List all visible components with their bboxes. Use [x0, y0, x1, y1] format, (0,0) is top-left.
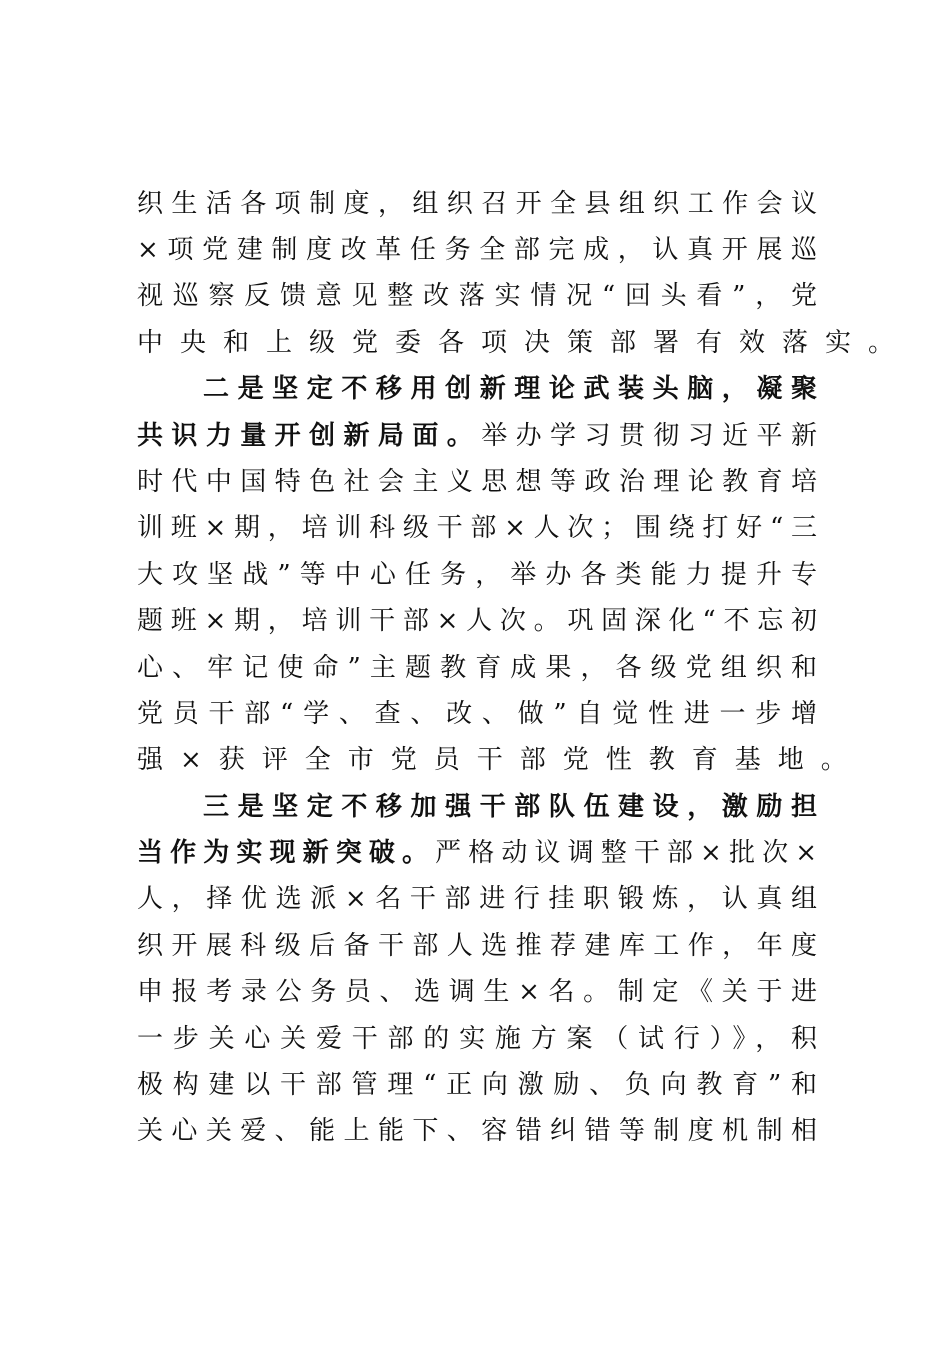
text-line: 心、牢记使命”主题教育成果，各级党组织和 [137, 653, 817, 683]
text-line: 训班×期，培训科级干部×人次；围绕打好“三 [137, 513, 817, 543]
text-line: 强×获评全市党员干部党性教育基地。 [137, 745, 864, 775]
text-line: 关心关爱、能上能下、容错纠错等制度机制相 [137, 1116, 817, 1146]
text-line: 时代中国特色社会主义思想等政治理论教育培 [137, 467, 817, 497]
text-line: ×项党建制度改革任务全部完成，认真开展巡 [137, 235, 817, 265]
section-heading-tail: 共识力量开创新局面。 [137, 421, 482, 451]
text-line: 申报考录公务员、选调生×名。制定《关于进 [137, 977, 817, 1007]
text-line: 中央和上级党委各项决策部署有效落实。 [137, 328, 912, 358]
text-line: 极构建以干部管理“正向激励、负向教育”和 [137, 1070, 817, 1100]
section-heading-tail: 当作为实现新突破。 [137, 838, 436, 868]
text-line: 题班×期，培训干部×人次。巩固深化“不忘初 [137, 606, 817, 636]
mixed-line [137, 836, 817, 870]
section-heading-line: 三是坚定不移加强干部队伍建设，激励担 [203, 792, 817, 822]
text-segment: 举办学习贯彻习近平新 [481, 421, 817, 451]
text-line: 视巡察反馈意见整改落实情况“回头看”，党 [137, 281, 817, 311]
text-line: 织开展科级后备干部人选推荐建库工作，年度 [137, 931, 817, 961]
text-line: 党员干部“学、查、改、做”自觉性进一步增 [137, 699, 817, 729]
text-segment: 严格动议调整干部×批次× [435, 838, 817, 868]
section-heading-line: 二是坚定不移用创新理论武装头脑，凝聚 [203, 374, 817, 404]
text-line: 一步关心关爱干部的实施方案（试行）》，积 [137, 1024, 817, 1054]
text-line: 织生活各项制度，组织召开全县组织工作会议 [137, 189, 817, 219]
mixed-line [137, 419, 817, 453]
text-line: 人，择优选派×名干部进行挂职锻炼，认真组 [137, 884, 817, 914]
text-line: 大攻坚战”等中心任务，举办各类能力提升专 [137, 560, 817, 590]
